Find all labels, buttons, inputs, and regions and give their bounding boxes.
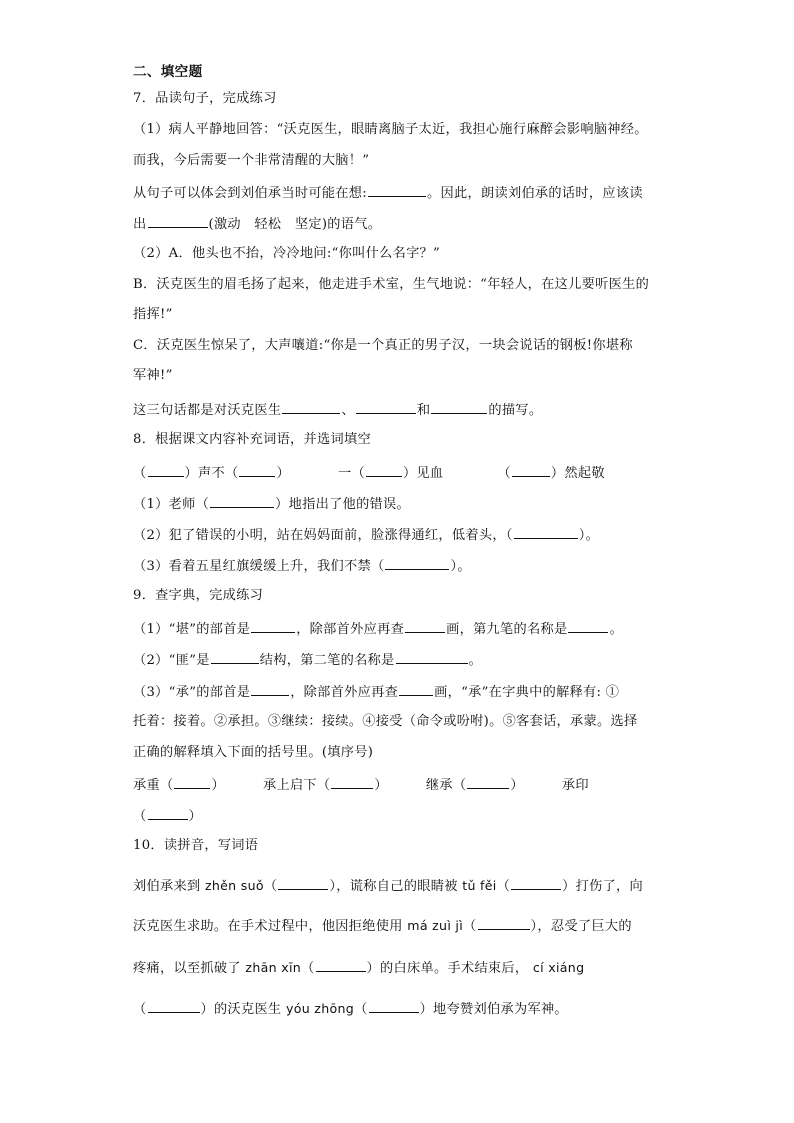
text: 出 xyxy=(133,217,147,232)
text: 画，第九笔的名称是 xyxy=(446,622,568,637)
text: ）的沃克医生 xyxy=(200,1002,282,1017)
answer-blank[interactable] xyxy=(396,650,468,664)
q9-item-3 xyxy=(133,682,619,702)
answer-blank[interactable] xyxy=(282,400,340,414)
text: （ xyxy=(354,1002,368,1017)
text: ），谎称自己的眼睛被 xyxy=(329,879,458,894)
answer-blank[interactable] xyxy=(431,400,487,414)
text: 。 xyxy=(609,622,623,637)
answer-blank[interactable] xyxy=(316,958,366,972)
text: 。因此，朗读刘伯承的话时，应该读 xyxy=(427,186,643,201)
answer-blank[interactable] xyxy=(251,619,295,633)
q10-heading: 10．读拼音，写词语 xyxy=(133,838,259,853)
pinyin: yóu zhōng xyxy=(285,1001,355,1016)
answer-blank[interactable] xyxy=(511,876,561,890)
pinyin: tǔ fěi xyxy=(462,878,497,893)
q10-line-4 xyxy=(133,999,568,1019)
text: 刘伯承来到 xyxy=(133,879,201,894)
answer-blank[interactable] xyxy=(210,494,274,508)
text: ）见血 xyxy=(402,466,444,481)
q7-part1-line3 xyxy=(133,183,643,203)
pinyin: má zuì jì xyxy=(407,918,464,933)
q9-heading: 9．查字典，完成练习 xyxy=(133,588,264,603)
text: （1）“堪”的部首是 xyxy=(133,622,251,637)
q10-line-1 xyxy=(133,876,643,896)
text: ），忍受了巨大的 xyxy=(530,919,632,934)
text: ） xyxy=(211,778,225,793)
text: ）。 xyxy=(578,528,600,543)
text: 、 xyxy=(341,403,355,418)
pinyin: zhěn suǒ xyxy=(204,878,264,893)
text: 结构，第二笔的名称是 xyxy=(259,653,395,668)
text: ） xyxy=(188,809,202,824)
text: ）地夸赞刘伯承为军神。 xyxy=(419,1002,568,1017)
q8-idioms xyxy=(133,463,605,483)
answer-blank[interactable] xyxy=(512,463,550,477)
pinyin: cí xiáng xyxy=(532,960,585,975)
text: ） xyxy=(374,778,388,793)
q7-part1-line4 xyxy=(133,214,381,234)
answer-blank[interactable] xyxy=(568,619,608,633)
text: 继承（ xyxy=(425,778,467,793)
text: （ xyxy=(263,879,278,894)
answer-blank[interactable] xyxy=(148,999,200,1013)
q8-heading: 8．根据课文内容补充词语，并选词填空 xyxy=(133,432,371,447)
text: （2）犯了错误的小明，站在妈妈面前，脸涨得通红，低着头，（ xyxy=(133,528,513,543)
q7-part1-line2: 而我，今后需要一个非常清醒的大脑！” xyxy=(133,153,370,168)
text: （3）看着五星红旗缓缓上升，我们不禁（ xyxy=(133,559,385,574)
pinyin: zhān xīn xyxy=(245,960,302,975)
text: 承重（ xyxy=(133,778,174,793)
q8-sentence-2 xyxy=(133,525,599,545)
answer-blank[interactable] xyxy=(369,999,419,1013)
text: ）地指出了他的错误。 xyxy=(275,497,411,512)
text: 承上启下（ xyxy=(262,778,331,793)
answer-blank[interactable] xyxy=(467,775,509,789)
text: （ xyxy=(133,466,147,481)
text: ，除部首外应再查 xyxy=(296,622,405,637)
q8-sentence-3 xyxy=(133,556,471,576)
answer-blank[interactable] xyxy=(399,682,433,696)
answer-blank[interactable] xyxy=(174,775,210,789)
text: 承印 xyxy=(561,778,589,793)
answer-blank[interactable] xyxy=(278,876,328,890)
text: （2）“匪”是 xyxy=(133,653,210,668)
text: ）声不（ xyxy=(184,466,239,481)
q7-part2-b-cont: 指挥!” xyxy=(133,307,173,322)
answer-blank[interactable] xyxy=(478,916,530,930)
text: 疼痛，以至抓破了 xyxy=(133,961,241,976)
q8-sentence-1 xyxy=(133,494,410,514)
answer-blank[interactable] xyxy=(211,650,259,664)
answer-blank[interactable] xyxy=(148,806,188,820)
q9-words-cont xyxy=(133,806,202,826)
text: （3）“承”的部首是 xyxy=(133,685,251,700)
q10-line-2 xyxy=(133,916,632,936)
text: 的描写。 xyxy=(488,403,543,418)
text: ） xyxy=(510,778,524,793)
text: （ xyxy=(497,466,511,481)
text: （ xyxy=(496,879,511,894)
answer-blank[interactable] xyxy=(148,214,208,228)
answer-blank[interactable] xyxy=(251,682,289,696)
q10-line-3 xyxy=(133,958,584,978)
text: ） xyxy=(276,466,290,481)
text: （ xyxy=(133,809,147,824)
answer-blank[interactable] xyxy=(331,775,373,789)
q7-part2-summary xyxy=(133,400,542,420)
answer-blank[interactable] xyxy=(368,183,426,197)
text: （ xyxy=(463,919,477,934)
q9-item-3-line2: 托着：接着。②承担。③继续：接续。④接受（命令或吩咐)。⑤客套话，承蒙。选择 xyxy=(133,714,638,729)
text: 从句子可以体会到刘伯承当时可能在想: xyxy=(133,186,368,201)
q9-words xyxy=(133,775,589,795)
q9-item-1 xyxy=(133,619,623,639)
text: 。 xyxy=(468,653,483,668)
answer-blank[interactable] xyxy=(514,525,578,539)
q7-part1-line1: （1）病人平静地回答：“沃克医生，眼睛离脑子太近，我担心施行麻醉会影响脑神经。 xyxy=(133,122,648,137)
text: ）打伤了，向 xyxy=(562,879,644,894)
answer-blank[interactable] xyxy=(148,463,184,477)
answer-blank[interactable] xyxy=(385,556,449,570)
text: ）然起敬 xyxy=(550,466,605,481)
q9-item-2 xyxy=(133,650,482,670)
text: ）的白床单。手术结束后， xyxy=(366,961,529,976)
text: ，除部首外应再查 xyxy=(290,685,399,700)
text: （ xyxy=(301,961,315,976)
answer-blank[interactable] xyxy=(405,619,445,633)
q7-part2-c: C．沃克医生惊呆了，大声嚷道:“你是一个真正的男子汉，一块会说话的钢板!你堪称 xyxy=(133,338,633,353)
q9-item-3-line3: 正确的解释填入下面的括号里。(填序号) xyxy=(133,745,374,760)
q7-part2-c-cont: 军神!” xyxy=(133,368,173,383)
q7-heading: 7．品读句子，完成练习 xyxy=(133,91,277,106)
text: （ xyxy=(133,1002,147,1017)
text: 和 xyxy=(416,403,431,418)
text: ）。 xyxy=(450,559,471,574)
q7-part2-b: B．沃克医生的眉毛扬了起来，他走进手术室，生气地说：“年轻人，在这儿要听医生的 xyxy=(133,277,650,292)
section-title: 二、填空题 xyxy=(133,64,203,80)
text: (激动 轻松 坚定)的语气。 xyxy=(208,217,382,232)
answer-blank[interactable] xyxy=(366,463,402,477)
text: （1）老师（ xyxy=(133,497,210,512)
text: 一（ xyxy=(337,466,365,481)
text: 这三句话都是对沃克医生 xyxy=(133,403,282,418)
answer-blank[interactable] xyxy=(239,463,275,477)
text: 沃克医生求助。在手术过程中，他因拒绝使用 xyxy=(133,919,403,934)
answer-blank[interactable] xyxy=(356,400,416,414)
text: 画，“承”在字典中的解释有: ① xyxy=(434,685,620,700)
q7-part2-a: （2）A．他头也不抬，冷冷地问:“你叫什么名字？” xyxy=(133,246,441,261)
